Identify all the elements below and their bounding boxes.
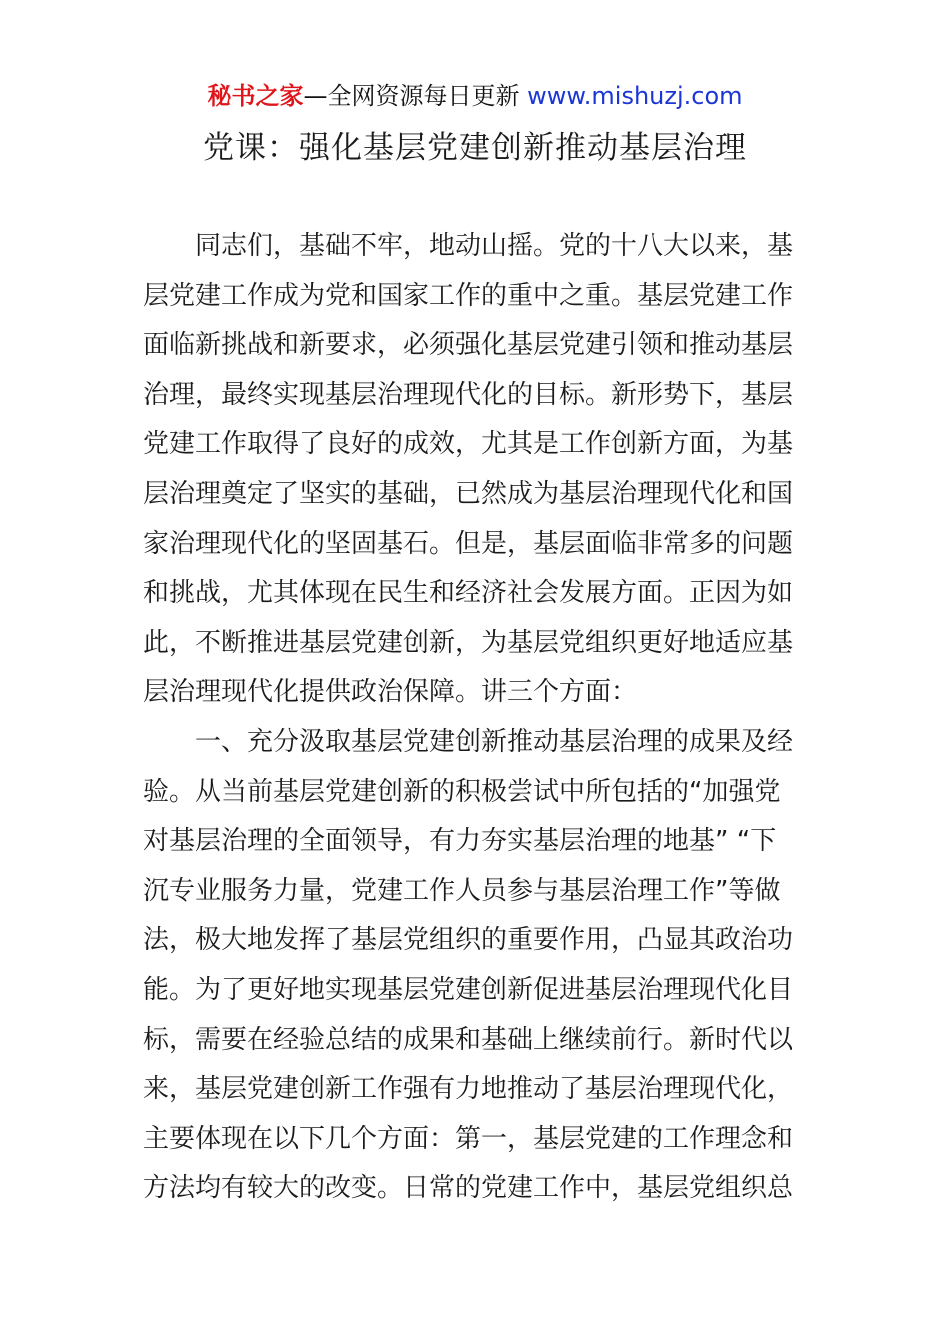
body-line: 面临新挑战和新要求，必须强化基层党建引领和推动基层 [143, 330, 794, 361]
body-line: 标，需要在经验总结的成果和基础上继续前行。新时代以 [143, 1024, 794, 1055]
body-line: 层治理奠定了坚实的基础，已然成为基层治理现代化和国 [143, 478, 794, 509]
body-line: 法，极大地发挥了基层党组织的重要作用，凸显其政治功 [143, 925, 794, 956]
body-line: 沉专业服务力量，党建工作人员参与基层治理工作”等做 [143, 875, 781, 906]
body-line: 方法均有较大的改变。日常的党建工作中，基层党组织总 [143, 1173, 794, 1204]
body-line: 一、充分汲取基层党建创新推动基层治理的成果及经 [143, 726, 794, 757]
document-title: 党课：强化基层党建创新推动基层治理 [203, 130, 747, 166]
brand-name: 秘书之家 [207, 82, 304, 110]
body-line: 主要体现在以下几个方面：第一，基层党建的工作理念和 [143, 1123, 794, 1154]
site-tagline: —全网资源每日更新 [303, 82, 528, 110]
body-line: 同志们，基础不牢，地动山摇。党的十八大以来，基 [143, 231, 794, 261]
body-line: 家治理现代化的坚固基石。但是，基层面临非常多的问题 [143, 528, 794, 559]
site-header [0, 80, 950, 112]
body-line: 和挑战，尤其体现在民生和经济社会发展方面。正因为如 [143, 578, 794, 609]
body-line: 党建工作取得了良好的成效，尤其是工作创新方面，为基 [143, 429, 794, 460]
body-line: 层党建工作成为党和国家工作的重中之重。基层党建工作 [143, 280, 794, 311]
body-line: 验。从当前基层党建创新的积极尝试中所包括的“加强党 [143, 776, 781, 807]
body-line: 对基层治理的全面领导，有力夯实基层治理的地基” “下 [143, 826, 777, 857]
body-line: 来，基层党建创新工作强有力地推动了基层治理现代化， [143, 1074, 794, 1105]
body-line: 此，不断推进基层党建创新，为基层党组织更好地适应基 [143, 627, 794, 658]
body-line: 层治理现代化提供政治保障。讲三个方面： [143, 677, 638, 708]
body-line: 治理，最终实现基层治理现代化的目标。新形势下，基层 [143, 379, 794, 410]
document-body [143, 222, 807, 1214]
site-url-link[interactable]: www.mishuzj.com [527, 82, 743, 110]
body-line: 能。为了更好地实现基层党建创新促进基层治理现代化目 [143, 974, 794, 1005]
